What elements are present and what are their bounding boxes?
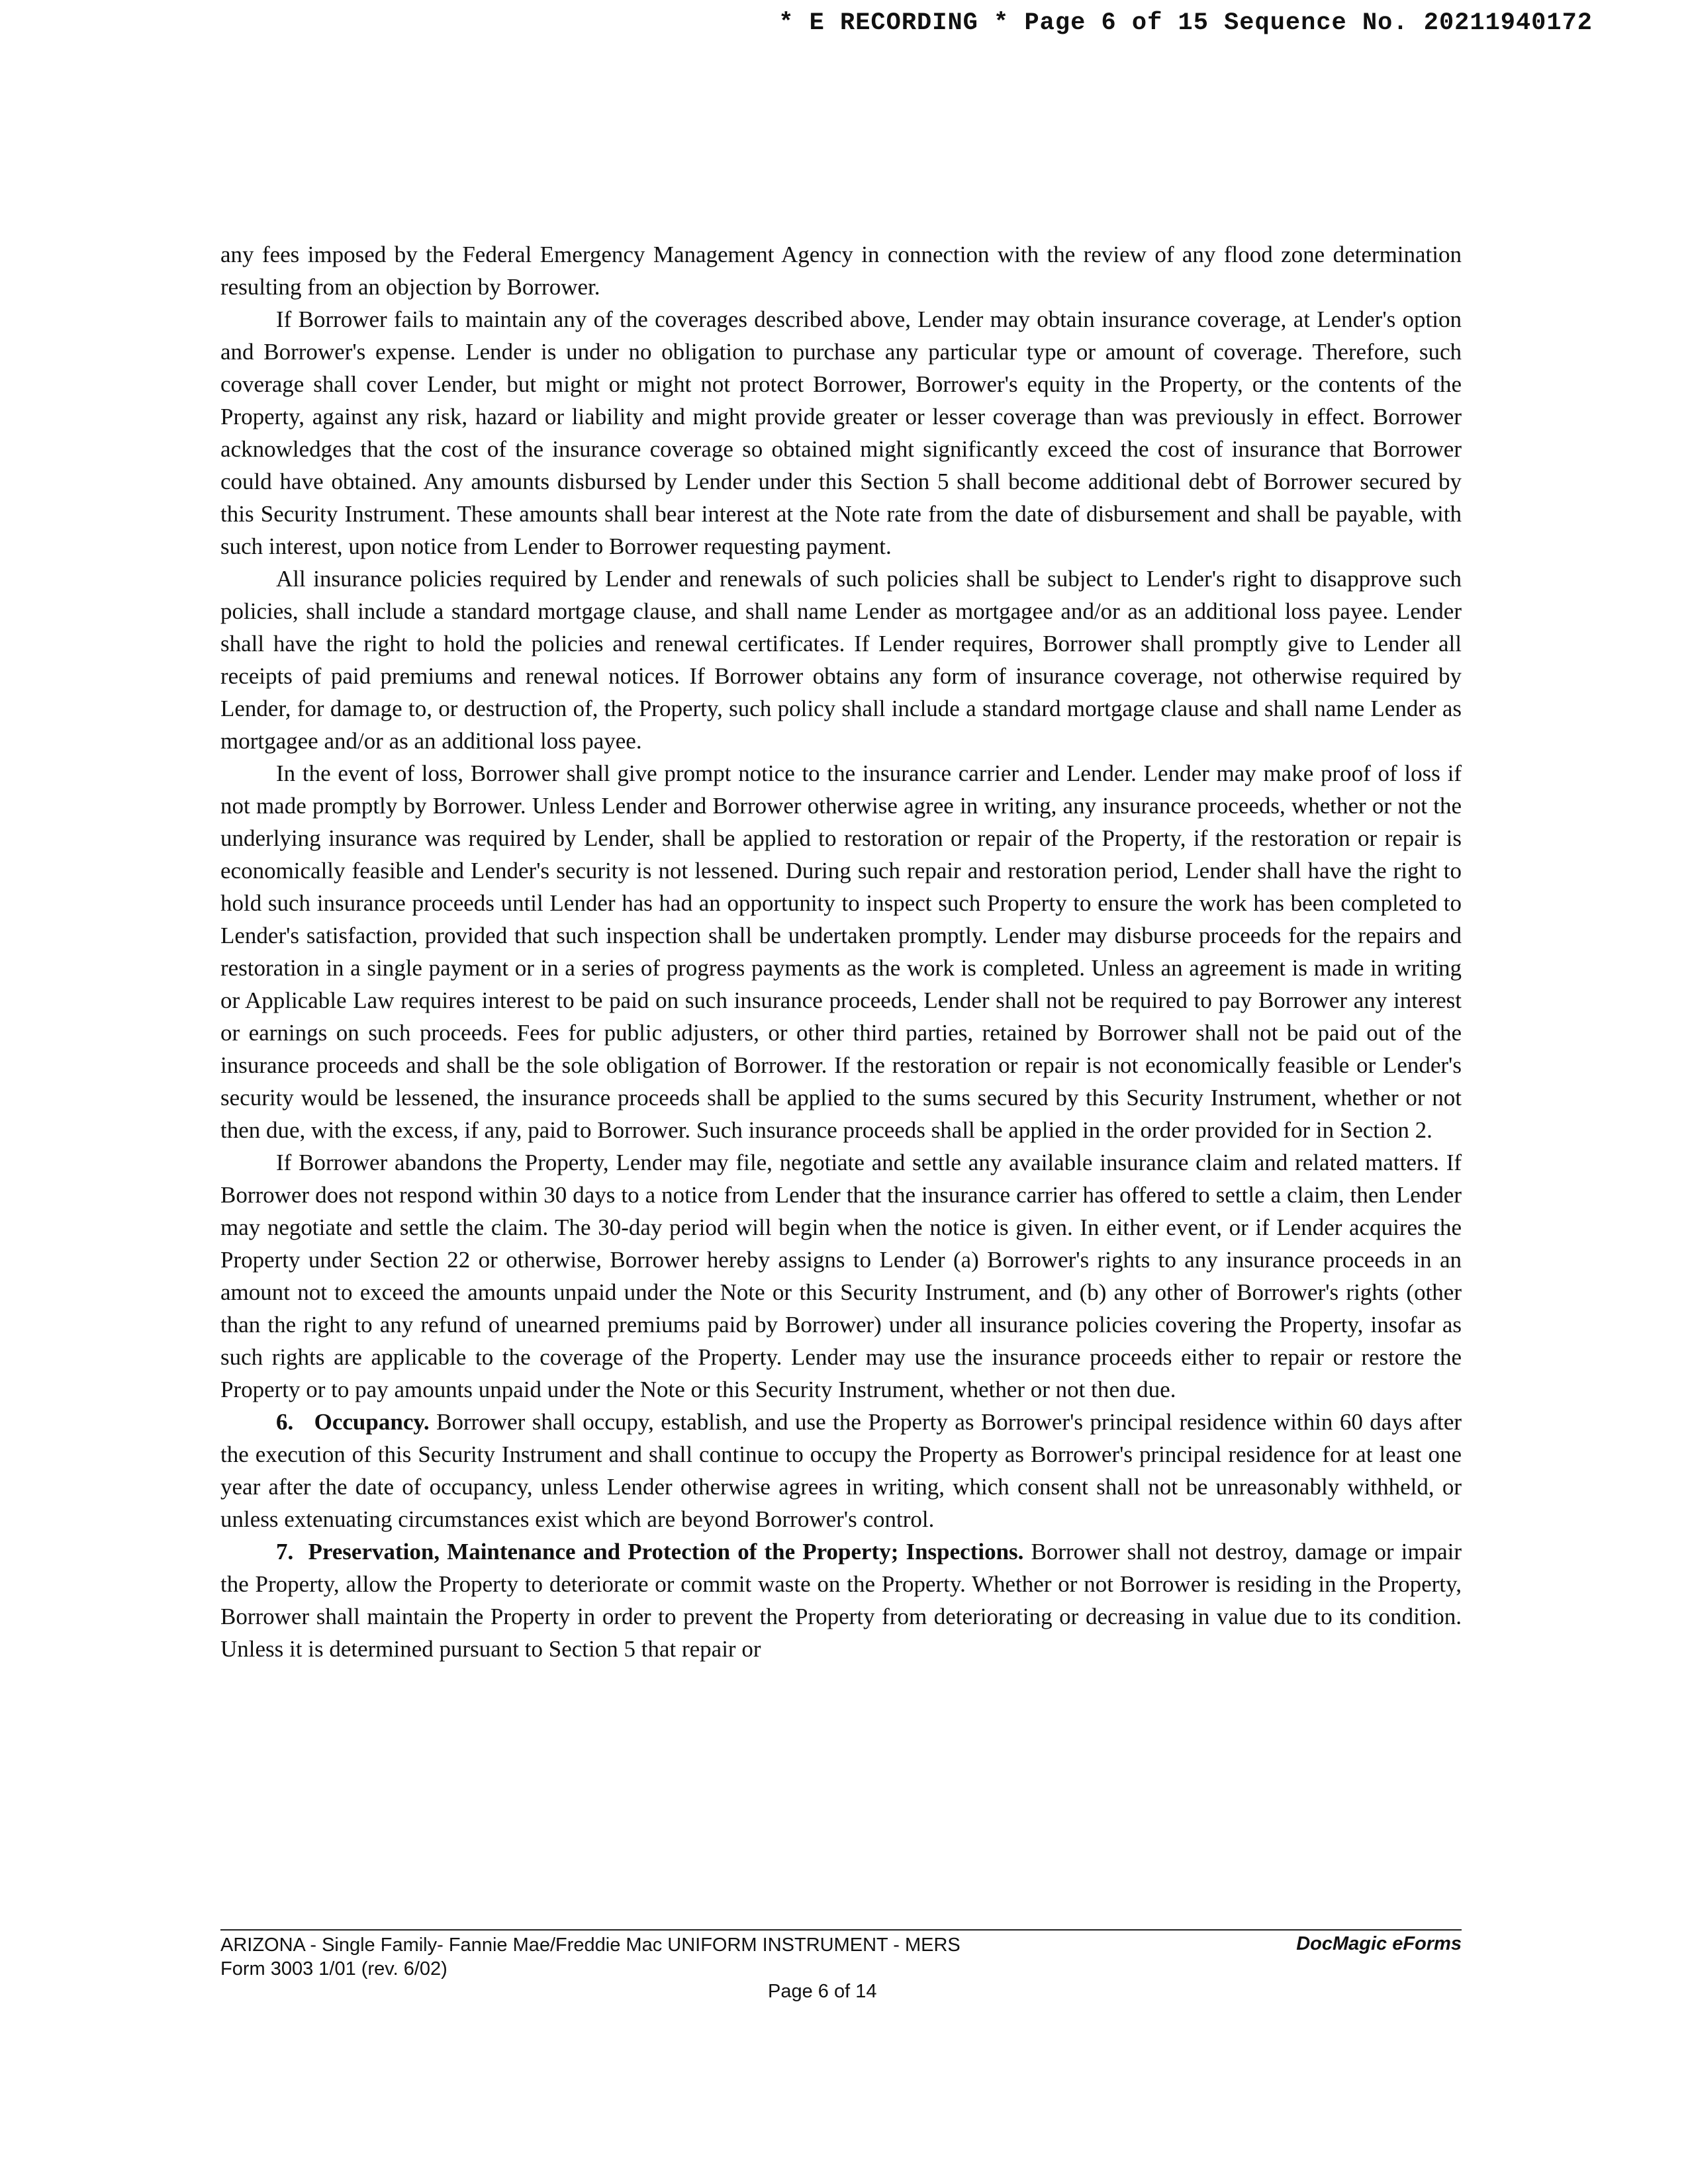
section-7-text: Borrower shall not destroy, damage or impair the Property, allow the Property to deteriorate or commit waste on the Property. Whether or not Borrower is residing in the Property, Borrower shall maintain the Property in order to prevent the Property from deteriorating or decreasing in value due to its condition. Unless it is determined pursuant to Section 5 that repair or <box>220 1539 1462 1662</box>
paragraph-event-of-loss: In the event of loss, Borrower shall give prompt notice to the insurance carrier and Lender. Lender may make proof of loss if not made promptly by Borrower. Unless Lender and Borrower otherwise agree in writing, any insurance proceeds, whether or not the underlying insurance was required by Lender, shall be applied to restoration or repair of the Property, if the restoration or repair is economically feasible and Lender's security is not lessened. During such repair and restoration period, Lender shall have the right to hold such insurance proceeds until Lender has had an opportunity to inspect such Property to ensure the work has been completed to Lender's satisfaction, provided that such inspection shall be undertaken promptly. Lender may disburse proceeds for the repairs and restoration in a single payment or in a series of progress payments as the work is completed. Unless an agreement is made in writing or Applicable Law requires interest to be paid on such insurance proceeds, Lender shall not be required to pay Borrower any interest or earnings on such proceeds. Fees for public adjusters, or other third parties, retained by Borrower shall not be paid out of the insurance proceeds and shall be the sole obligation of Borrower. If the restoration or repair is not economically feasible or Lender's security would be lessened, the insurance proceeds shall be applied to the sums secured by this Security Instrument, whether or not then due, with the excess, if any, paid to Borrower. Such insurance proceeds shall be applied in the order provided for in Section 2. <box>220 760 1462 1143</box>
paragraph-insurance-policies: All insurance policies required by Lender and renewals of such policies shall be subject to Lender's right to disapprove such policies, shall include a standard mortgage clause, and shall name Lender as mortgagee and/or as an additional loss payee. Lender shall have the right to hold the policies and renewal certificates. If Lender requires, Borrower shall promptly give to Lender all receipts of paid premiums and renewal notices. If Borrower obtains any form of insurance coverage, not otherwise required by Lender, for damage to, or destruction of, the Property, such policy shall include a standard mortgage clause and shall name Lender as mortgagee and/or as an additional loss payee. <box>220 566 1462 754</box>
section-7-preservation <box>220 1535 1462 1665</box>
recording-stamp: * E RECORDING * Page 6 of 15 Sequence No. 20211940172 <box>778 9 1593 37</box>
footer-page-number: Page 6 of 14 <box>768 1981 877 2002</box>
section-7-number: 7. <box>276 1539 294 1565</box>
docmagic-logo: DocMagic eForms <box>1296 1933 1462 1954</box>
footer-form-number: Form 3003 1/01 (rev. 6/02) <box>220 1958 447 1979</box>
section-6-number: 6. <box>276 1409 294 1435</box>
footer-divider <box>220 1929 1462 1931</box>
section-7-title: Preservation, Maintenance and Protection of the Property; Inspections. <box>308 1539 1024 1565</box>
section-6-title: Occupancy. <box>314 1409 430 1435</box>
paragraph-abandonment: If Borrower abandons the Property, Lender may file, negotiate and settle any available insurance claim and related matters. If Borrower does not respond within 30 days to a notice from Lender that the insurance carrier has offered to settle a claim, then Lender may negotiate and settle the claim. The 30-day period will begin when the notice is given. In either event, or if Lender acquires the Property under Section 22 or otherwise, Borrower hereby assigns to Lender (a) Borrower's rights to any insurance proceeds in an amount not to exceed the amounts unpaid under the Note or this Security Instrument, and (b) any other of Borrower's rights (other than the right to any refund of unearned premiums paid by Borrower) under all insurance policies covering the Property, insofar as such rights are applicable to the coverage of the Property. Lender may use the insurance proceeds either to repair or restore the Property or to pay amounts unpaid under the Note or this Security Instrument, whether or not then due. <box>220 1150 1462 1402</box>
paragraph-flood-fees: any fees imposed by the Federal Emergency Management Agency in connection with the review of any flood zone determination resulting from an objection by Borrower. <box>220 242 1462 300</box>
footer-form-title: ARIZONA - Single Family- Fannie Mae/Freddie Mac UNIFORM INSTRUMENT - MERS <box>220 1934 961 1956</box>
section-6-text: Borrower shall occupy, establish, and use the Property as Borrower's principal residence within 60 days after the execution of this Security Instrument and shall continue to occupy the Property as Borrower's principal residence for at least one year after the date of occupancy, unless Lender otherwise agrees in writing, which consent shall not be unreasonably withheld, or unless extenuating circumstances exist which are beyond Borrower's control. <box>220 1409 1462 1532</box>
paragraph-lender-coverage: If Borrower fails to maintain any of the coverages described above, Lender may obtain insurance coverage, at Lender's option and Borrower's expense. Lender is under no obligation to purchase any particular type or amount of coverage. Therefore, such coverage shall cover Lender, but might or might not protect Borrower, Borrower's equity in the Property, or the contents of the Property, against any risk, hazard or liability and might provide greater or lesser coverage than was previously in effect. Borrower acknowledges that the cost of the insurance coverage so obtained might significantly exceed the cost of insurance that Borrower could have obtained. Any amounts disbursed by Lender under this Section 5 shall become additional debt of Borrower secured by this Security Instrument. These amounts shall bear interest at the Note rate from the date of disbursement and shall be payable, with such interest, upon notice from Lender to Borrower requesting payment. <box>220 306 1462 559</box>
section-6-occupancy <box>220 1406 1462 1535</box>
document-body <box>220 238 1462 1665</box>
footer-form-info <box>220 1933 961 1981</box>
